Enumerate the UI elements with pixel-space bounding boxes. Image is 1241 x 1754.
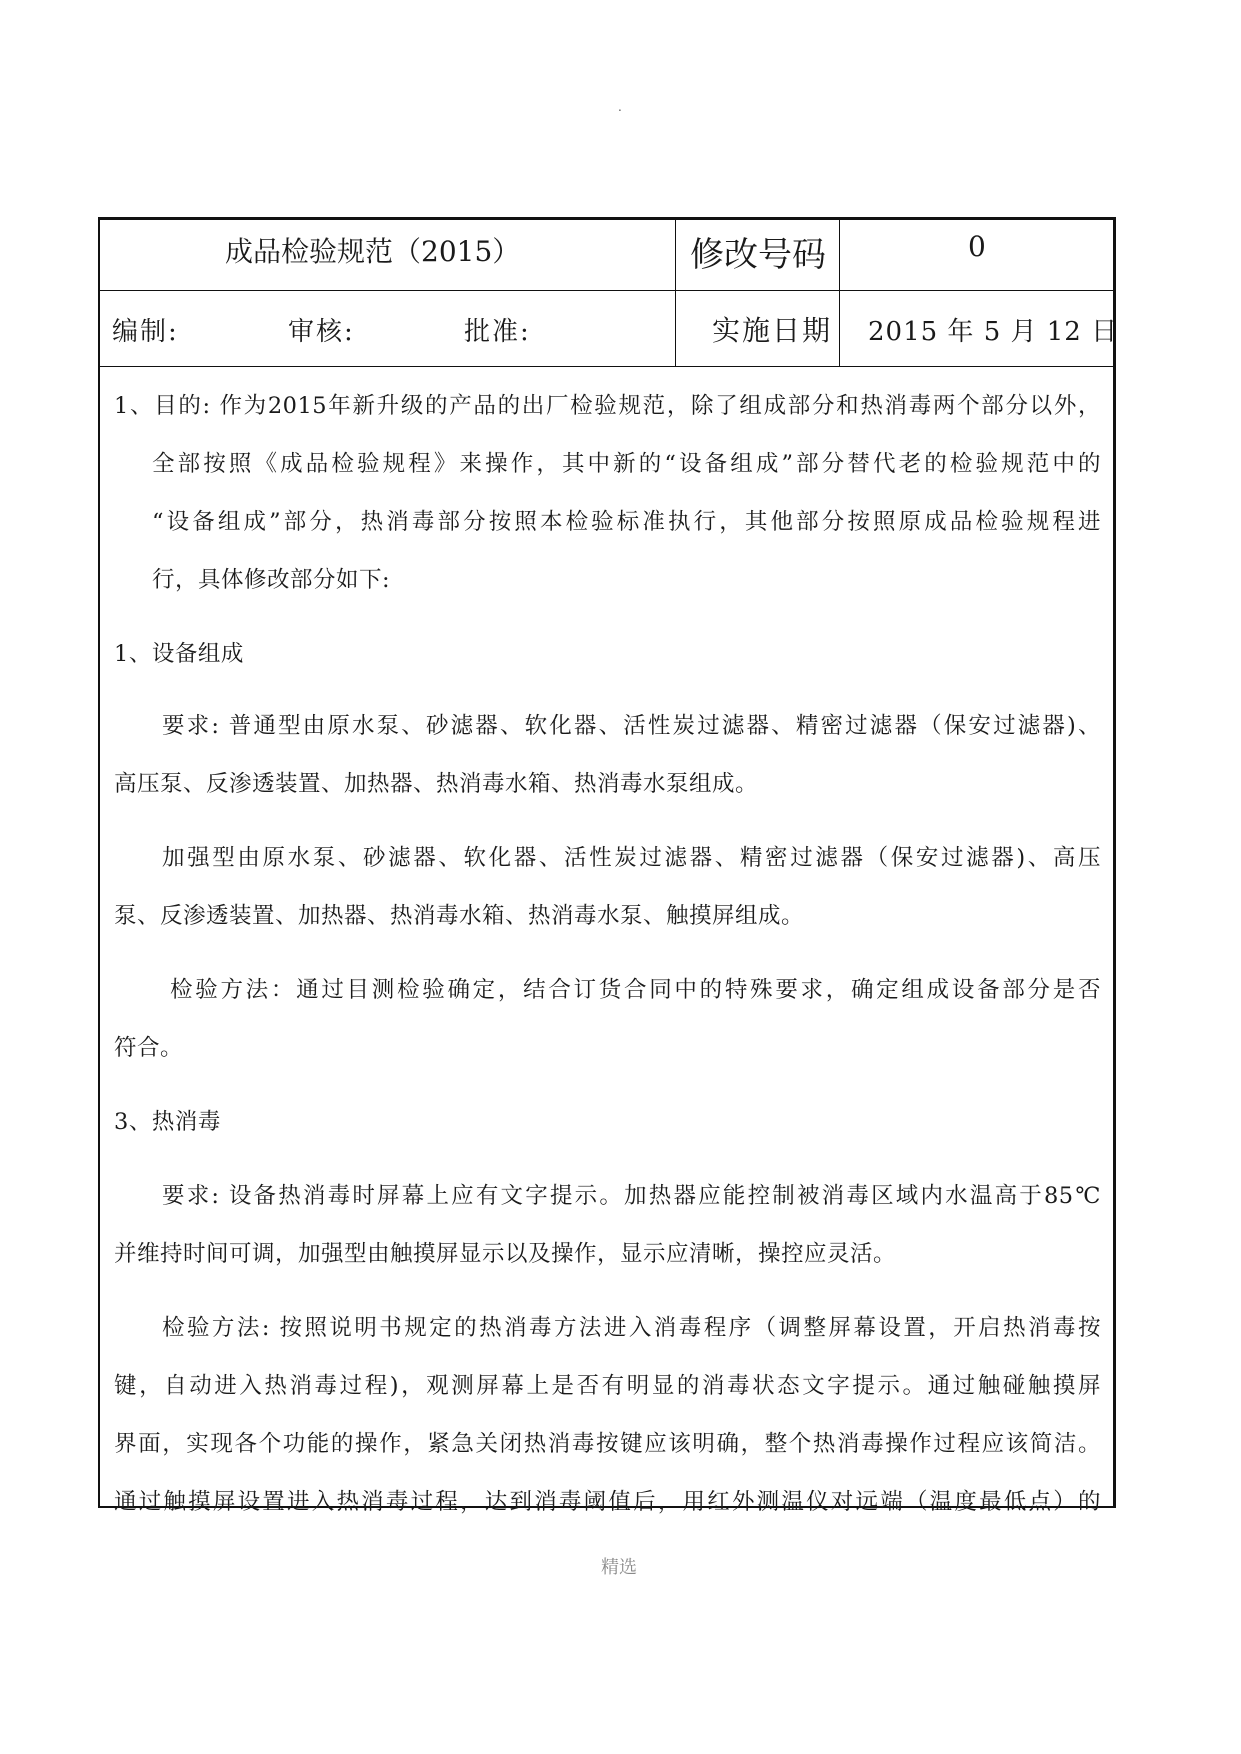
reviewed-by-label: 审核:	[288, 317, 355, 347]
document-body	[100, 367, 1113, 1515]
enhanced-model-line: 泵、反渗透装置、加热器、热消毒水箱、热消毒水泵、触摸屏组成。	[114, 903, 805, 929]
disinfection-requirement-line: 并维持时间可调，加强型由触摸屏显示以及操作，显示应清晰，操控应灵活。	[114, 1241, 897, 1267]
equipment-method-line: 检验方法：通过目测检验确定，结合订货合同中的特殊要求，确定组成设备部分是否	[170, 977, 1101, 1003]
disinfection-requirement-line: 要求: 设备热消毒时屏幕上应有文字提示。加热器应能控制被消毒区域内水温高于85℃	[162, 1183, 1101, 1209]
column-divider	[839, 220, 840, 290]
header-row-title	[100, 220, 1113, 291]
equipment-requirement-line: 要求: 普通型由原水泵、砂滤器、软化器、活性炭过滤器、精密过滤器（保安过滤器)、	[162, 713, 1101, 739]
disinfection-method-line: 键，自动进入热消毒过程)，观测屏幕上是否有明显的消毒状态文字提示。通过触碰触摸屏	[114, 1373, 1101, 1399]
column-divider	[675, 291, 676, 366]
modification-number-value: 0	[968, 230, 986, 263]
spec-document-table	[98, 217, 1119, 1515]
enhanced-model-line: 加强型由原水泵、砂滤器、软化器、活性炭过滤器、精密过滤器（保安过滤器)、高压	[162, 845, 1101, 871]
disinfection-method-line: 检验方法: 按照说明书规定的热消毒方法进入消毒程序（调整屏幕设置，开启热消毒按	[162, 1315, 1101, 1341]
document-title: 成品检验规范（2015）	[225, 235, 521, 268]
footer-label: 精选	[601, 1557, 637, 1578]
purpose-line: 行，具体修改部分如下:	[152, 567, 391, 593]
equipment-method-line: 符合。	[114, 1035, 184, 1061]
implementation-date-value: 2015 年 5 月 12 日	[868, 317, 1119, 347]
disinfection-method-line: 通过触摸屏设置进入热消毒过程，达到消毒阈值后，用红外测温仪对远端（温度最低点）的	[114, 1489, 1101, 1515]
section-heading-disinfection: 3、热消毒	[114, 1109, 221, 1135]
top-mark: .	[618, 100, 622, 114]
header-row-approval	[100, 291, 1119, 367]
section-heading-equipment: 1、设备组成	[114, 641, 244, 667]
implementation-date-label: 实施日期	[712, 314, 833, 347]
modification-number-label: 修改号码	[690, 235, 826, 275]
column-divider	[675, 220, 676, 290]
column-divider	[839, 291, 840, 366]
disinfection-method-line: 界面，实现各个功能的操作，紧急关闭热消毒按键应该明确，整个热消毒操作过程应该简洁。	[114, 1431, 1101, 1457]
compiled-by-label: 编制:	[112, 317, 179, 347]
purpose-line: 全部按照《成品检验规程》来操作，其中新的“设备组成”部分替代老的检验规范中的	[152, 451, 1101, 477]
purpose-line: “设备组成”部分，热消毒部分按照本检验标准执行，其他部分按照原成品检验规程进	[152, 509, 1101, 535]
purpose-line: 1、目的: 作为2015年新升级的产品的出厂检验规范，除了组成部分和热消毒两个部分以外，	[114, 393, 1101, 419]
approved-by-label: 批准:	[464, 317, 531, 347]
equipment-requirement-line: 高压泵、反渗透装置、加热器、热消毒水箱、热消毒水泵组成。	[114, 771, 759, 797]
